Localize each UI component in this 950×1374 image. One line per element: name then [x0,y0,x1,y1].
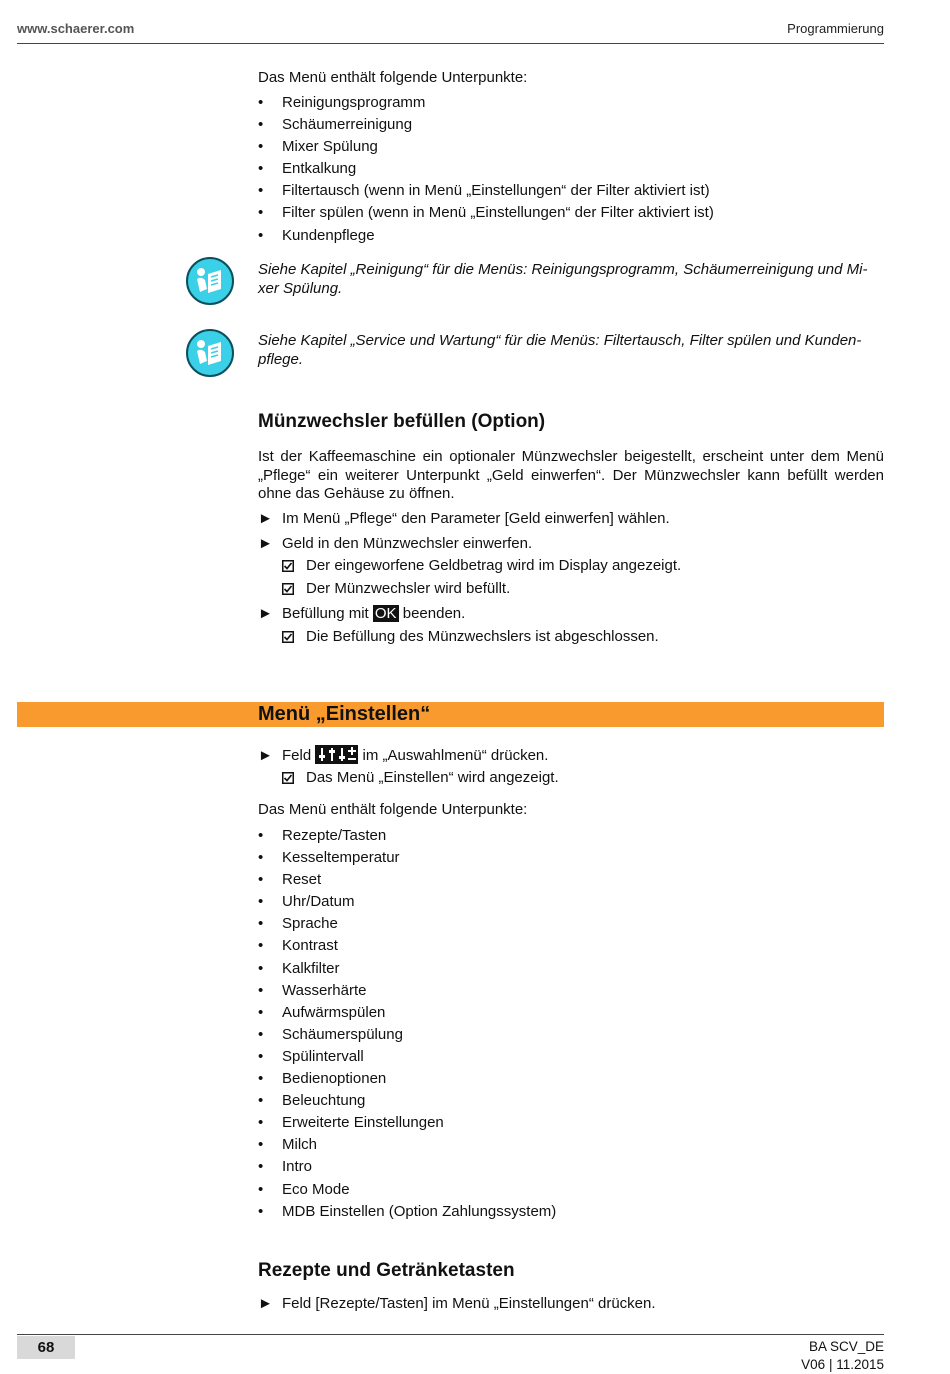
footer-doc-id: BA SCV_DE [808,1339,884,1354]
manual-reference-icon [185,328,235,378]
step-arrow-icon: ► [258,535,273,552]
step-arrow-icon: ► [258,510,273,527]
step-text: Befüllung mit [282,605,369,622]
step-result [282,555,681,577]
list-item: • Kesseltemperatur [258,847,884,869]
chapter-heading-settings: Menü „Einstellen“ [258,703,431,725]
list-item: • Wasserhärte [258,980,884,1002]
note-reinigung [258,260,884,298]
settings-menu-list [258,825,884,1223]
list-item: • Filter spülen (wenn in Menü „Einstellungen“ der Filter aktiviert ist) [258,202,884,224]
footer-divider [17,1334,884,1335]
step-arrow-icon: ► [258,747,273,764]
result-text: Die Befüllung des Münzwechslers ist abgeschlossen. [306,628,659,645]
instruction-step [258,508,884,530]
manual-reference-icon [185,256,235,306]
step-text: im „Auswahlmenü“ drücken. [362,747,549,764]
instruction-step [258,745,884,767]
list-item: • Reset [258,869,884,891]
step-result [282,626,659,648]
checkbox-checked-icon [282,769,306,791]
checkbox-checked-icon [282,628,306,650]
checkbox-checked-icon [282,557,306,579]
chapter-heading-bar [17,702,884,727]
list-item: • Aufwärmspülen [258,1002,884,1024]
result-text: Der Münzwechsler wird befüllt. [306,580,511,597]
instruction-step [258,603,884,625]
list-item: • Reinigungsprogramm [258,92,884,114]
list-item: • Milch [258,1134,884,1156]
step-result [282,578,510,600]
list-item: • Entkalkung [258,158,884,180]
list-item: • Filtertausch (wenn in Menü „Einstellungen“ der Filter aktiviert ist) [258,180,884,202]
page-number: 68 [17,1336,75,1359]
step-text: Feld [Rezepte/Tasten] im Menü „Einstellungen“ drücken. [282,1295,656,1312]
settings-menu-intro: Das Menü enthält folgende Unterpunkte: [258,801,528,818]
list-item: • Intro [258,1156,884,1178]
list-item: • Kontrast [258,935,884,957]
note-line: xer Spülung. [258,280,343,297]
list-item: • Eco Mode [258,1179,884,1201]
header-section-title: Programmierung [787,21,884,36]
step-result [282,767,559,789]
footer-version: V06 | 11.2015 [801,1357,884,1372]
list-item: • Mixer Spülung [258,136,884,158]
list-item: • Schäumerreinigung [258,114,884,136]
care-menu-intro: Das Menü enthält folgende Unterpunkte: [258,69,528,86]
list-item: • Kalkfilter [258,958,884,980]
coin-section-paragraph: Ist der Kaffeemaschine ein optionaler Münzwechsler beigestellt, erscheint unter dem Menü „Pflege“ ein weiterer Unterpunkt „Geld einwerfen“. Der Münzwechsler kann befüllt werden ohne das Gehäuse zu öffnen. [258,448,884,502]
list-item: • Rezepte/Tasten [258,825,884,847]
header-divider [17,43,884,44]
list-item: • Schäumerspülung [258,1024,884,1046]
list-item: • Spülintervall [258,1046,884,1068]
step-text: Geld in den Münzwechsler einwerfen. [282,535,533,552]
instruction-step [258,1293,884,1315]
step-text: beenden. [402,605,466,622]
note-service [258,331,884,369]
result-text: Das Menü „Einstellen“ wird angezeigt. [306,769,559,786]
note-line: Siehe Kapitel „Service und Wartung“ für die Menüs: Filtertausch, Filter spülen und Kunden- [258,332,862,349]
footer-doc-info [801,1338,884,1374]
list-item: • Sprache [258,913,884,935]
note-line: Siehe Kapitel „Reinigung“ für die Menüs: Reinigungsprogramm, Schäumerreinigung und Mi- [258,261,868,278]
section-heading-recipes: Rezepte und Getränketasten [258,1260,515,1281]
list-item: • Kundenpflege [258,225,884,247]
list-item: • Uhr/Datum [258,891,884,913]
step-text: Feld [282,747,312,764]
step-arrow-icon: ► [258,605,273,622]
ok-key-icon: OK [374,605,397,622]
list-item: • Beleuchtung [258,1090,884,1112]
result-text: Der eingeworfene Geldbetrag wird im Display angezeigt. [306,557,682,574]
step-text: Im Menü „Pflege“ den Parameter [Geld einwerfen] wählen. [282,510,670,527]
checkbox-checked-icon [282,580,306,602]
list-item: • Bedienoptionen [258,1068,884,1090]
section-heading-coin-changer: Münzwechsler befüllen (Option) [258,411,546,432]
note-line: pflege. [258,351,304,368]
settings-sliders-icon [315,745,358,764]
step-arrow-icon: ► [258,1295,273,1312]
list-item: • MDB Einstellen (Option Zahlungssystem) [258,1201,884,1223]
instruction-step [258,533,884,555]
list-item: • Erweiterte Einstellungen [258,1112,884,1134]
header-site-url: www.schaerer.com [17,21,135,36]
care-menu-list [258,92,884,247]
